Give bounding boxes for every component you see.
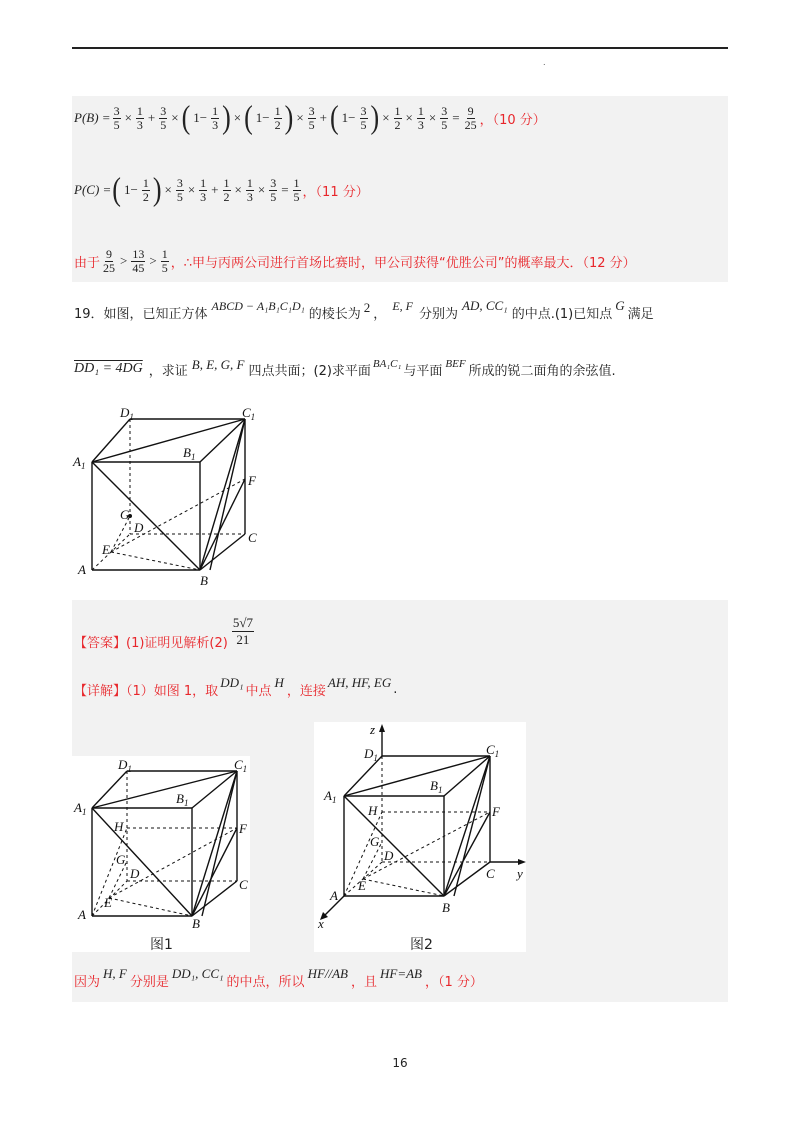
detail-label: 【详解】（1）如图 1，取: [74, 683, 219, 699]
reason-hf: H, F: [103, 966, 127, 981]
answer-value-numerator: 5√7: [232, 614, 253, 630]
reason-parallel: HF//AB: [307, 966, 348, 981]
svg-text:B1: $B_1$: [430, 778, 443, 795]
detail-h: H: [274, 675, 284, 690]
answer-value-denominator: 21: [236, 631, 250, 647]
svg-text:D: D: [384, 848, 394, 863]
pc-label: P(C) =: [74, 182, 112, 197]
svg-text:D: D: [130, 866, 140, 881]
reason-d: ，且: [351, 974, 378, 990]
q19-midpoints: AD, CC₁: [462, 298, 508, 313]
q19-text-e: 的中点.(1)已知点: [511, 306, 613, 322]
q19-points-ef: E, F: [392, 298, 413, 313]
q19-edge-length: 2: [363, 300, 371, 315]
page-number: 16: [392, 1056, 408, 1070]
header-rule: [72, 47, 728, 49]
reason-c: 的中点，所以: [226, 974, 305, 990]
q19-text-a: 19．如图，已知正方体: [74, 306, 208, 322]
conclusion-prefix: 由于: [74, 255, 101, 271]
q19-text-c: ，: [373, 306, 387, 322]
svg-text:C1: $C_1$: [486, 742, 500, 759]
pb-label: P(B) =: [74, 110, 111, 125]
svg-text:A: A: [78, 907, 86, 922]
pb-formula: P(B) = $\frac{3}{5}$ × $\frac{1}{3}$ + $\frac{3}{5}$ × ( 1− $\frac{1}{3}$ ) × ( 1− $\frac{1}{2}$ ) × $\frac{3}{5}$ + ( 1− $\frac{3}{5}$ ) × $\frac{1}{2}$ × $\frac{1}{3}$ × $\frac{3}{5}$ = $\frac{9}{25}$ ，（10 分）: [74, 99, 546, 136]
question-cube-figure: [70, 404, 270, 588]
reason-equal: HF=AB: [380, 966, 422, 981]
question-19-line-2: [74, 356, 616, 382]
detail-line: [74, 676, 397, 702]
svg-text:C: C: [239, 877, 248, 892]
q19-text-b: 的棱长为: [308, 306, 361, 322]
svg-text:A: A: [330, 888, 338, 903]
q19-text-g: ，求证: [148, 363, 188, 379]
label-b: B: [200, 573, 208, 588]
label-g: G: [120, 507, 130, 522]
reasoning-line: [74, 966, 483, 994]
svg-text:D1: $D_1$: [364, 746, 378, 763]
reason-a: 因为: [74, 974, 101, 990]
svg-text:B: B: [192, 916, 200, 928]
label-c1: $C_1$: [242, 405, 256, 422]
svg-text:H: H: [114, 819, 124, 834]
reason-e: ，（1 分）: [425, 974, 483, 990]
label-d1: $D_1$: [120, 405, 134, 422]
figure-1: [72, 756, 250, 928]
q19-plane-2: BEF: [445, 358, 466, 370]
label-a1: $A_1$: [73, 454, 86, 471]
conclusion-text: ，∴甲与丙两公司进行首场比赛时，甲公司获得“优胜公司”的概率最大．（12 分）: [170, 255, 636, 271]
q19-plane-1: BA₁C₁: [372, 358, 402, 370]
svg-text:z: z: [370, 722, 376, 737]
question-19-line-1: [74, 300, 654, 324]
q19-point-g: G: [615, 298, 625, 313]
q19-vector-condition: DD₁ = 4DG: [74, 361, 143, 376]
header-mark: .: [543, 58, 546, 67]
svg-text:B1: $B_1$: [176, 791, 189, 808]
svg-text:H: H: [368, 803, 378, 818]
label-e: E: [102, 542, 110, 557]
q19-text-i: 与平面: [403, 363, 443, 379]
pc-formula: P(C) = ( 1− $\frac{1}{2}$ ) × $\frac{3}{5}$ × $\frac{1}{3}$ + $\frac{1}{2}$ × $\frac{1}{3}$ × $\frac{3}{5}$ = $\frac{1}{5}$ ，（11 分）: [74, 171, 369, 208]
detail-dd1: DD₁: [220, 675, 244, 690]
svg-text:E: E: [104, 895, 112, 910]
detail-mid: 中点: [245, 683, 272, 699]
svg-text:y: y: [517, 866, 523, 881]
detail-segments: AH, HF, EG: [327, 675, 392, 690]
pc-score: ，（11 分）: [302, 184, 369, 200]
label-d: D: [134, 520, 144, 535]
svg-text:D1: $D_1$: [118, 757, 132, 774]
detail-connect: ，连接: [286, 683, 326, 699]
answer-line: [74, 606, 256, 656]
pb-score: ，（10 分）: [479, 112, 546, 128]
svg-text:G: G: [370, 834, 380, 849]
q19-text-f: 满足: [627, 306, 654, 322]
svg-text:F: F: [239, 821, 247, 836]
label-c: C: [248, 530, 257, 545]
q19-text-h: 四点共面；(2)求平面: [248, 363, 371, 379]
svg-text:A1: $A_1$: [324, 788, 337, 805]
reason-dd1cc1: DD₁, CC₁: [171, 966, 224, 981]
q19-text-d: 分别为: [418, 306, 458, 322]
svg-text:x: x: [318, 916, 324, 930]
svg-text:F: F: [492, 804, 500, 819]
figure-1-caption: 图1: [150, 937, 173, 953]
svg-text:G: G: [116, 852, 126, 867]
label-b1: $B_1$: [183, 445, 196, 462]
svg-text:C1: $C_1$: [234, 757, 248, 774]
svg-text:A1: $A_1$: [74, 800, 87, 817]
detail-end: .: [393, 681, 398, 697]
svg-text:C: C: [486, 866, 495, 881]
q19-four-points: B, E, G, F: [191, 357, 245, 372]
label-f: F: [248, 473, 256, 488]
svg-text:B: B: [442, 900, 450, 915]
figure-2: [314, 722, 526, 930]
answer-label: 【答案】(1)证明见解析(2): [74, 635, 228, 651]
answer-value: [232, 615, 254, 648]
q19-text-j: 所成的锐二面角的余弦值.: [468, 363, 616, 379]
q19-cube-name: ABCD − A₁B₁C₁D₁: [211, 298, 305, 313]
svg-text:E: E: [358, 878, 366, 893]
conclusion-line: 由于 $\frac{9}{25}$ > $\frac{13}{45}$ > $\frac{1}{5}$ ，∴甲与丙两公司进行首场比赛时，甲公司获得“优胜公司”的概率最大．（12 分）: [74, 246, 636, 275]
label-a: A: [78, 562, 86, 577]
figure-2-caption: 图2: [410, 937, 433, 953]
reason-b: 分别是: [129, 974, 169, 990]
